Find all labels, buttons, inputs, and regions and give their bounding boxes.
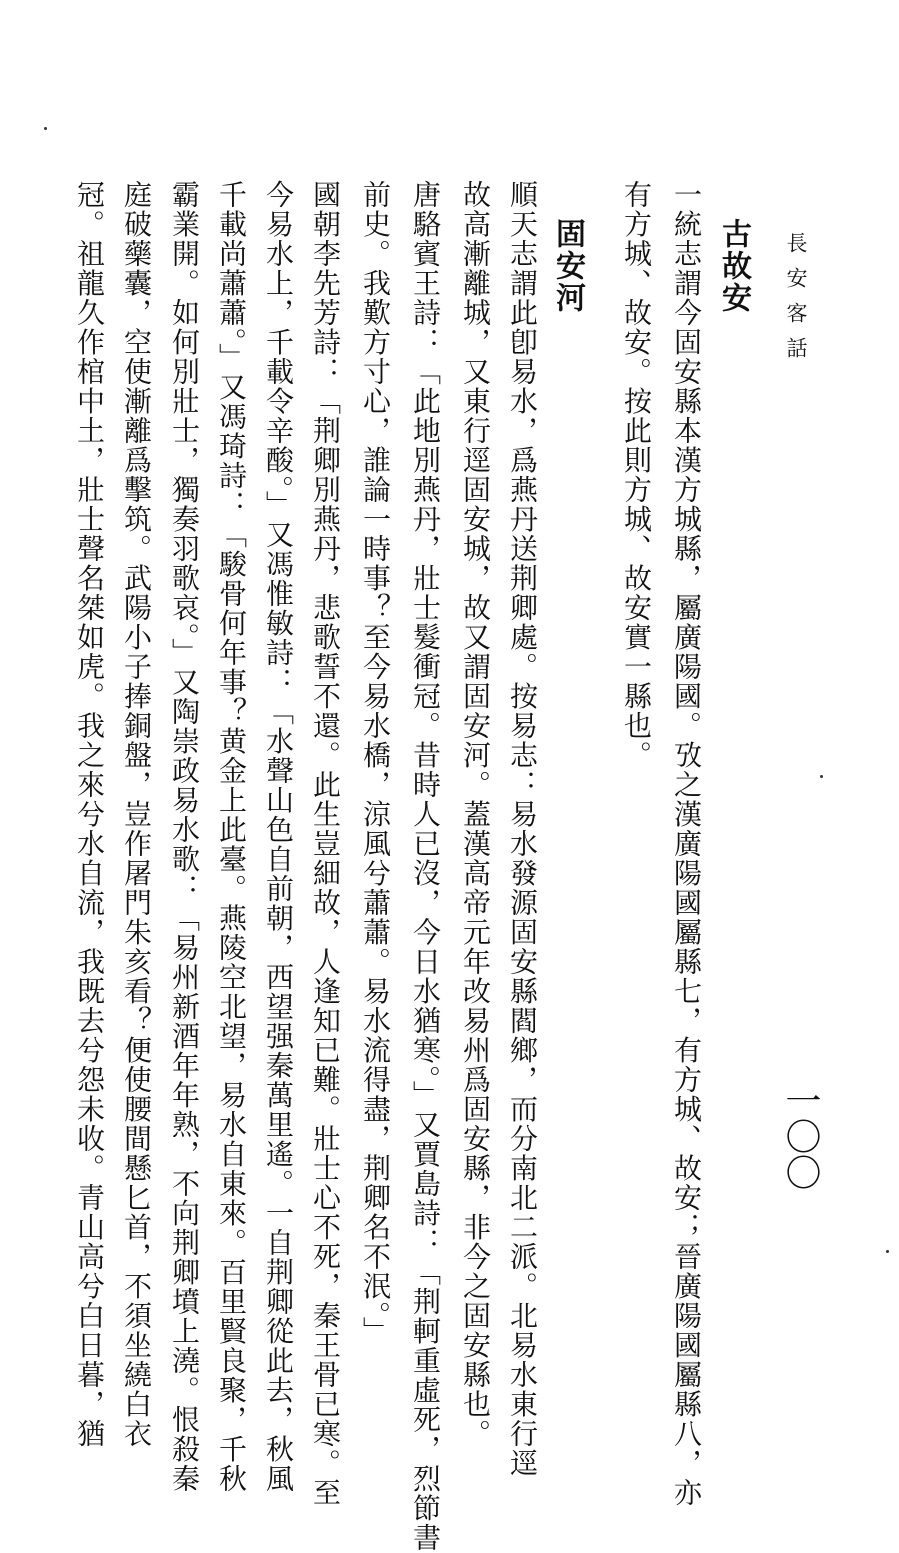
scan-speck	[44, 127, 47, 130]
text-column: 霸業開。如何別壯士，獨奏羽歌哀。」又陶崇政易水歌：「易州新酒年年熟，不向荆卿墳上澆。恨殺秦	[168, 180, 201, 1494]
text-column: 庭破藥囊，空使漸離爲擊筑。武陽小子捧銅盤，豈作屠門朱亥看？便使腰間懸匕首，不須坐繞白衣	[120, 180, 153, 1449]
section-heading: 固安河	[550, 218, 585, 314]
text-column: 順天志謂此卽易水，爲燕丹送荆卿處。按易志：易水發源固安縣閻鄉，而分南北二派。北易水東行逕	[506, 180, 539, 1478]
scan-speck	[886, 1250, 889, 1253]
text-column: 一統志謂今固安縣本漢方城縣，屬廣陽國。攷之漢廣陽國屬縣七，有方城、故安；晉廣陽國屬縣八，亦	[670, 180, 703, 1508]
text-column: 唐駱賓王詩：「此地別燕丹，壯士髮衝冠。昔時人已沒，今日水猶寒。」又賈島詩：「荆軻重虛死，烈節書	[409, 180, 442, 1553]
text-column: 千載尚蕭蕭。」又馮琦詩：「駿骨何年事？黄金上此臺。燕陵空北望，易水自東來。百里賢良聚，千秋	[215, 180, 248, 1494]
page-number: 一〇〇	[780, 1082, 821, 1190]
text-column: 今易水上，千載令辛酸。」又馮惟敏詩：「水聲山色自前朝，西望强秦萬里遙。一自荆卿從此去，秋風	[262, 180, 295, 1494]
text-column: 前史。我歎方寸心，誰論一時事？至今易水橋，涼風兮蕭蕭。易水流得盡，荆卿名不泯。」	[359, 180, 392, 1346]
text-column: 有方城、故安。按此則方城、故安實一縣也。	[620, 180, 653, 770]
text-column: 故高漸離城，又東行逕固安城，故又謂固安河。蓋漢高帝元年改易州爲固安縣，非今之固安縣也。	[459, 180, 492, 1449]
text-column: 國朝李先芳詩：「荆卿別燕丹，悲歌誓不還。此生豈細故，人逢知已難。壯士心不死，秦王骨已寒。至	[309, 180, 342, 1508]
section-heading: 古故安	[716, 218, 751, 314]
scan-speck	[820, 775, 823, 778]
text-column: 冠。祖龍久作棺中土，壯士聲名桀如虎。我之來兮水自流，我既去兮怨未收。青山高兮白日暮，猶	[73, 180, 106, 1449]
running-header: 長安客話	[784, 232, 808, 372]
